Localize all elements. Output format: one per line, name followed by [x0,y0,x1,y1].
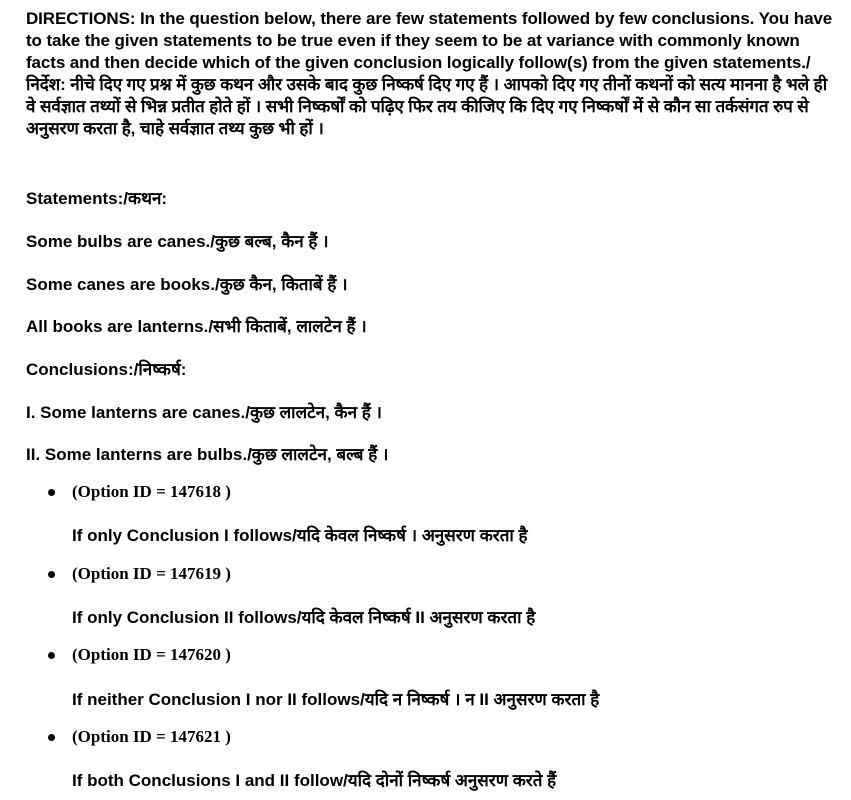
option-id-2: (Option ID = 147619 ) [72,564,231,583]
bullet-icon [48,652,55,659]
conclusion-2: II. Some lanterns are bulbs./कुछ लालटेन, बल्ब हैं । [26,445,389,464]
option-text-3[interactable]: If neither Conclusion I nor II follows/यदि न निष्कर्ष । न II अनुसरण करता है [72,690,600,709]
option-text-1[interactable]: If only Conclusion I follows/यदि केवल निष्कर्ष । अनुसरण करता है [72,526,528,545]
option-id-4: (Option ID = 147621 ) [72,727,231,746]
conclusions-heading: Conclusions:/निष्कर्ष: [26,360,187,379]
option-text-2[interactable]: If only Conclusion II follows/यदि केवल निष्कर्ष II अनुसरण करता है [72,608,536,627]
option-id-3: (Option ID = 147620 ) [72,645,231,664]
option-text-4[interactable]: If both Conclusions I and II follow/यदि दोनों निष्कर्ष अनुसरण करते हैं [72,771,557,790]
bullet-icon [48,571,55,578]
statement-3: All books are lanterns./सभी किताबें, लालटेन हैं । [26,317,367,336]
statement-1: Some bulbs are canes./कुछ बल्ब, कैन हैं । [26,232,329,251]
statement-2: Some canes are books./कुछ कैन, किताबें हैं । [26,275,348,294]
bullet-icon [48,734,55,741]
directions-text: DIRECTIONS: In the question below, there are few statements followed by few conclusions. You have to take the given statements to be true even if they seem to be at variance with commonly known facts and then decide which of the given conclusion logically follow(s) from the given statements./निर्देश: नीचे दिए गए प्रश्न में कुछ कथन और उसके बाद कुछ निष्कर्ष दिए गए हैं । आपको दिए गए तीनों कथनों को सत्य मानना है भले ही वे सर्वज्ञात तथ्यों से भिन्न प्रतीत होते हों । सभी निष्कर्षों को पढ़िए फिर तय कीजिए कि दिए गए निष्कर्षों में से कौन सा तर्कसंगत रुप से अनुसरण करता है, चाहे सर्वज्ञात तथ्य कुछ भी हों । [26,9,833,138]
bullet-icon [48,489,55,496]
option-id-1: (Option ID = 147618 ) [72,482,231,501]
statements-heading: Statements:/कथन: [26,189,168,208]
conclusion-1: I. Some lanterns are canes./कुछ लालटेन, कैन हैं । [26,403,382,422]
